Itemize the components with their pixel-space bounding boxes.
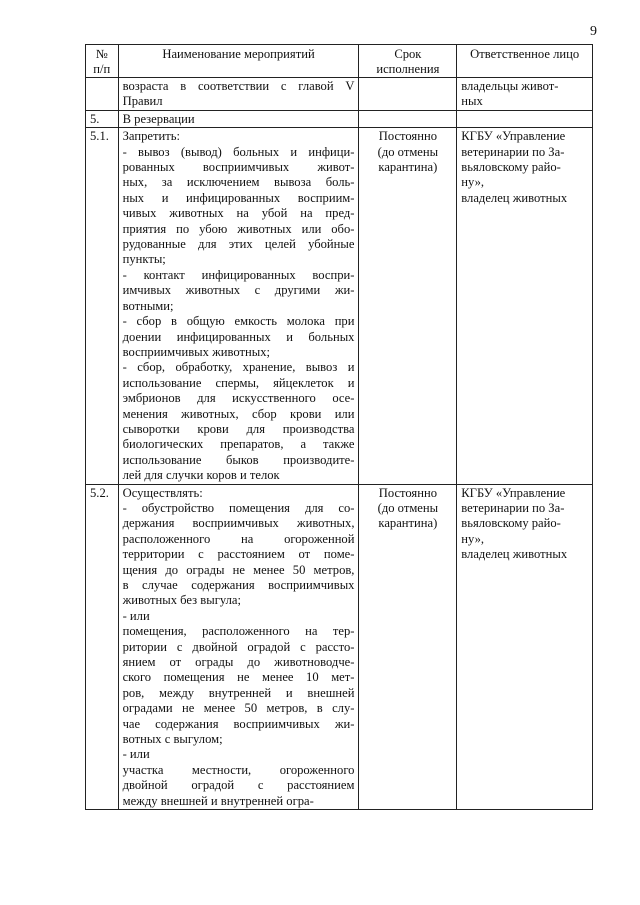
header-name: Наименование мероприятий bbox=[118, 45, 359, 78]
measure-text-line: возраста в соответствии с главой V bbox=[122, 79, 355, 93]
table-row bbox=[86, 484, 593, 810]
responsible-text-line: ных bbox=[461, 94, 483, 109]
measure-text-line: животных без выгула; bbox=[122, 593, 241, 608]
responsible-text-line: владельцы живот- bbox=[461, 79, 559, 93]
responsible-text bbox=[457, 128, 593, 484]
measure-text-line: держания восприимчивых животных, bbox=[122, 516, 355, 531]
row-number: 5. bbox=[86, 110, 119, 127]
measure-text-line: оградами не менее 50 метров, в слу- bbox=[122, 701, 355, 716]
term-text-line: Постоянно bbox=[378, 129, 437, 144]
header-num: № п/п bbox=[86, 45, 119, 78]
measures-table bbox=[85, 44, 593, 810]
measure-text-line: - или bbox=[122, 747, 150, 762]
measure-text-line: Осуществлять: bbox=[122, 485, 203, 500]
responsible-text-line: ну», bbox=[461, 175, 485, 190]
measure-text-line: ных и инфицированных восприим- bbox=[122, 190, 355, 205]
measure-text bbox=[118, 484, 359, 810]
responsible-text-line: КГБУ «Управление bbox=[461, 129, 566, 144]
row-number: 5.2. bbox=[86, 484, 119, 810]
measure-text-line: приятия по убою животных или обо- bbox=[122, 221, 355, 236]
measure-text-line: сыворотки крови для производства bbox=[122, 421, 355, 436]
table-header-row bbox=[86, 45, 593, 78]
measure-text-line: биологических препаратов, а также bbox=[122, 437, 355, 452]
responsible-text-line: ветеринарии по За- bbox=[461, 500, 565, 515]
responsible-text bbox=[457, 110, 593, 127]
responsible-text-line: вьяловскому райо- bbox=[461, 160, 561, 175]
measure-text-line: ров, между внутренней и внешней bbox=[122, 685, 355, 700]
measure-text-line: использование быков производите- bbox=[122, 452, 355, 467]
measure-text-line: расположенного на огороженной bbox=[122, 531, 355, 546]
measure-text-line: двойной оградой с расстоянием bbox=[122, 778, 355, 793]
measure-text-line: Запретить: bbox=[122, 129, 180, 144]
measure-text-line: помещения, расположенного на тер- bbox=[122, 624, 355, 639]
table-row bbox=[86, 128, 593, 484]
measure-text-line: территории с расстоянием от поме- bbox=[122, 547, 355, 562]
responsible-text-line: владелец животных bbox=[461, 547, 568, 562]
table-body bbox=[86, 78, 593, 810]
responsible-text-line: ну», bbox=[461, 531, 485, 546]
term-text-line: (до отмены bbox=[377, 500, 439, 515]
responsible-text bbox=[457, 78, 593, 111]
measure-text-line: щения до ограды не менее 50 метров, bbox=[122, 562, 355, 577]
measure-text-line: чивых животных на убой на пред- bbox=[122, 206, 355, 221]
term-text-line: (до отмены bbox=[377, 144, 439, 159]
measure-text-line: пункты; bbox=[122, 252, 166, 267]
measure-text-line: менения животных, сбор крови или bbox=[122, 406, 355, 421]
table-row bbox=[86, 110, 593, 127]
term-text bbox=[359, 78, 457, 111]
measure-text-line: рованных восприимчивых живот- bbox=[122, 160, 355, 175]
measure-text bbox=[118, 110, 359, 127]
measure-text-line: доении инфицированных и больных bbox=[122, 329, 355, 344]
measure-text-line: эмбрионов для искусственного осе- bbox=[122, 391, 355, 406]
measure-text-line: - сбор, обработку, хранение, вывоз и bbox=[122, 360, 355, 375]
measure-text-line: рудованные для этих целей убойные bbox=[122, 237, 355, 252]
measure-text-line: имчивых животных с другими жи- bbox=[122, 283, 355, 298]
responsible-text-line: владелец животных bbox=[461, 190, 568, 205]
term-text bbox=[359, 484, 457, 810]
measure-text-line: - сбор в общую емкость молока при bbox=[122, 314, 355, 329]
measure-text-line: между внешней и внутренней огра- bbox=[122, 793, 314, 808]
responsible-text-line: ветеринарии по За- bbox=[461, 144, 565, 159]
responsible-text-line: КГБУ «Управление bbox=[461, 485, 566, 500]
header-responsible: Ответственное лицо bbox=[457, 45, 593, 78]
term-text bbox=[359, 110, 457, 127]
measure-text bbox=[118, 78, 359, 111]
term-text-line: карантина) bbox=[378, 160, 438, 175]
measure-text-line: восприимчивых животных; bbox=[122, 344, 270, 359]
measure-text-line: - контакт инфицированных воспри- bbox=[122, 267, 355, 282]
measure-text-line: участка местности, огороженного bbox=[122, 762, 355, 777]
row-number bbox=[86, 78, 119, 111]
measure-text-line: - или bbox=[122, 608, 150, 623]
responsible-text-line: вьяловскому райо- bbox=[461, 516, 561, 531]
measure-text-line: лей для случки коров и телок bbox=[122, 468, 280, 483]
measure-text-line: - вывоз (вывод) больных и инфици- bbox=[122, 144, 355, 159]
header-term: Срок исполнения bbox=[359, 45, 457, 78]
table-row bbox=[86, 78, 593, 111]
page-number: 9 bbox=[590, 24, 597, 39]
term-text-line: Постоянно bbox=[378, 485, 437, 500]
measure-text-line: ского помещения не менее 10 мет- bbox=[122, 670, 355, 685]
measure-text bbox=[118, 128, 359, 484]
measure-text-line: Правил bbox=[122, 94, 163, 109]
term-text bbox=[359, 128, 457, 484]
measure-text-line: вотными; bbox=[122, 298, 174, 313]
measure-text-line: - обустройство помещения для со- bbox=[122, 500, 355, 515]
responsible-text bbox=[457, 484, 593, 810]
measure-text-line: ных, за исключением вывоза боль- bbox=[122, 175, 355, 190]
measure-text-line: ритории с двойной оградой с рассто- bbox=[122, 639, 355, 654]
measure-text-line: янием от ограды до животноводче- bbox=[122, 655, 355, 670]
measure-text-line: в случае содержания восприимчивых bbox=[122, 578, 355, 592]
measure-text-line: вотных с выгулом; bbox=[122, 732, 223, 747]
term-text-line: карантина) bbox=[378, 516, 438, 531]
measure-text-line: использование спермы, яйцеклеток и bbox=[122, 375, 355, 390]
row-number: 5.1. bbox=[86, 128, 119, 484]
measure-text-line: В резервации bbox=[122, 111, 195, 126]
measure-text-line: чае содержания восприимчивых жи- bbox=[122, 716, 355, 731]
